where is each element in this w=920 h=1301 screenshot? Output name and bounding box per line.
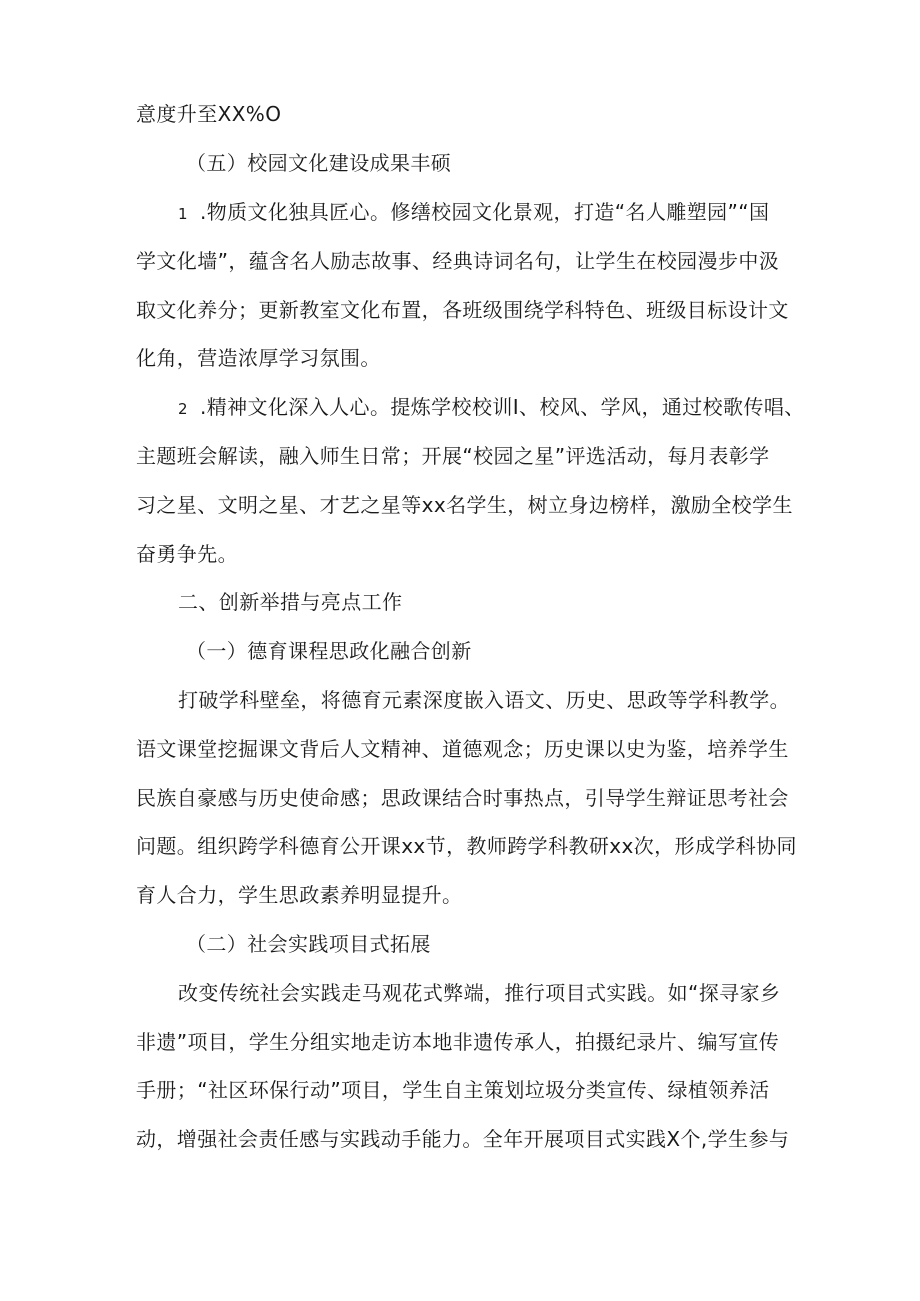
text-line: 主题班会解读，融入师生日常；开展“校园之星”评选活动，每月表彰学 xyxy=(136,444,770,468)
section-heading-five: （五）校园文化建设成果丰硕 xyxy=(186,151,452,175)
paragraph-first-line: 打破学科壁垒，将德育元素深度嵌入语文、历史、思政等学科教学。 xyxy=(178,688,790,712)
text-line: 非遗”项目，学生分组实地走访本地非遗传承人，拍摄纪录片、编写宣传 xyxy=(136,1030,780,1054)
subsection-heading-two: （二）社会实践项目式拓展 xyxy=(186,932,431,956)
text-line: 手册；“社区环保行动”项目，学生自主策划垃圾分类宣传、绿植领养活 xyxy=(136,1078,770,1102)
list-item-1-text: .物质文化独具匠心。修缮校园文化景观，打造“名人雕塑园”“国 xyxy=(200,200,770,224)
text-line: 语文课堂挖掘课文背后人文精神、道德观念；历史课以史为鉴，培养学生 xyxy=(136,737,789,761)
list-item-2 xyxy=(178,394,805,422)
text-line: 动，增强社会责任感与实践动手能力。全年开展项目式实践X个,学生参与 xyxy=(136,1127,790,1151)
section-heading-two: 二、创新举措与亮点工作 xyxy=(178,590,403,614)
text-line: 民族自豪感与历史使命感；思政课结合时事热点，引导学生辩证思考社会 xyxy=(136,786,789,810)
text-line: 习之星、文明之星、才艺之星等xx名学生，树立身边榜样，激励全校学生 xyxy=(136,493,793,517)
list-number: 2 xyxy=(178,400,188,418)
paragraph-first-line: 改变传统社会实践走马观花式弊端，推行项目式实践。如“探寻家乡 xyxy=(178,981,781,1005)
text-line: 取文化养分；更新教室文化布置，各班级围绕学科特色、班级目标设计文 xyxy=(136,298,789,322)
text-line: 奋勇争先。 xyxy=(136,542,238,566)
list-item-1 xyxy=(178,199,769,227)
text-line: 问题。组织跨学科德育公开课xx节，教师跨学科教研xx次，形成学科协同 xyxy=(136,834,797,858)
subsection-heading-one: （一）德育课程思政化融合创新 xyxy=(186,639,472,663)
text-line: 学文化墙”，蕴含名人励志故事、经典诗词名句，让学生在校园漫步中汲 xyxy=(136,249,780,273)
list-item-2-text: .精神文化深入人心。提炼学校校训I、校风、学风，通过校歌传唱、 xyxy=(200,395,805,419)
text-line: 化角，营造浓厚学习氛围。 xyxy=(136,346,381,370)
list-number: 1 xyxy=(178,205,188,223)
text-line: 育人合力，学生思政素养明显提升。 xyxy=(136,883,463,907)
paragraph-continuation: 意度升至XX%O xyxy=(136,102,282,126)
